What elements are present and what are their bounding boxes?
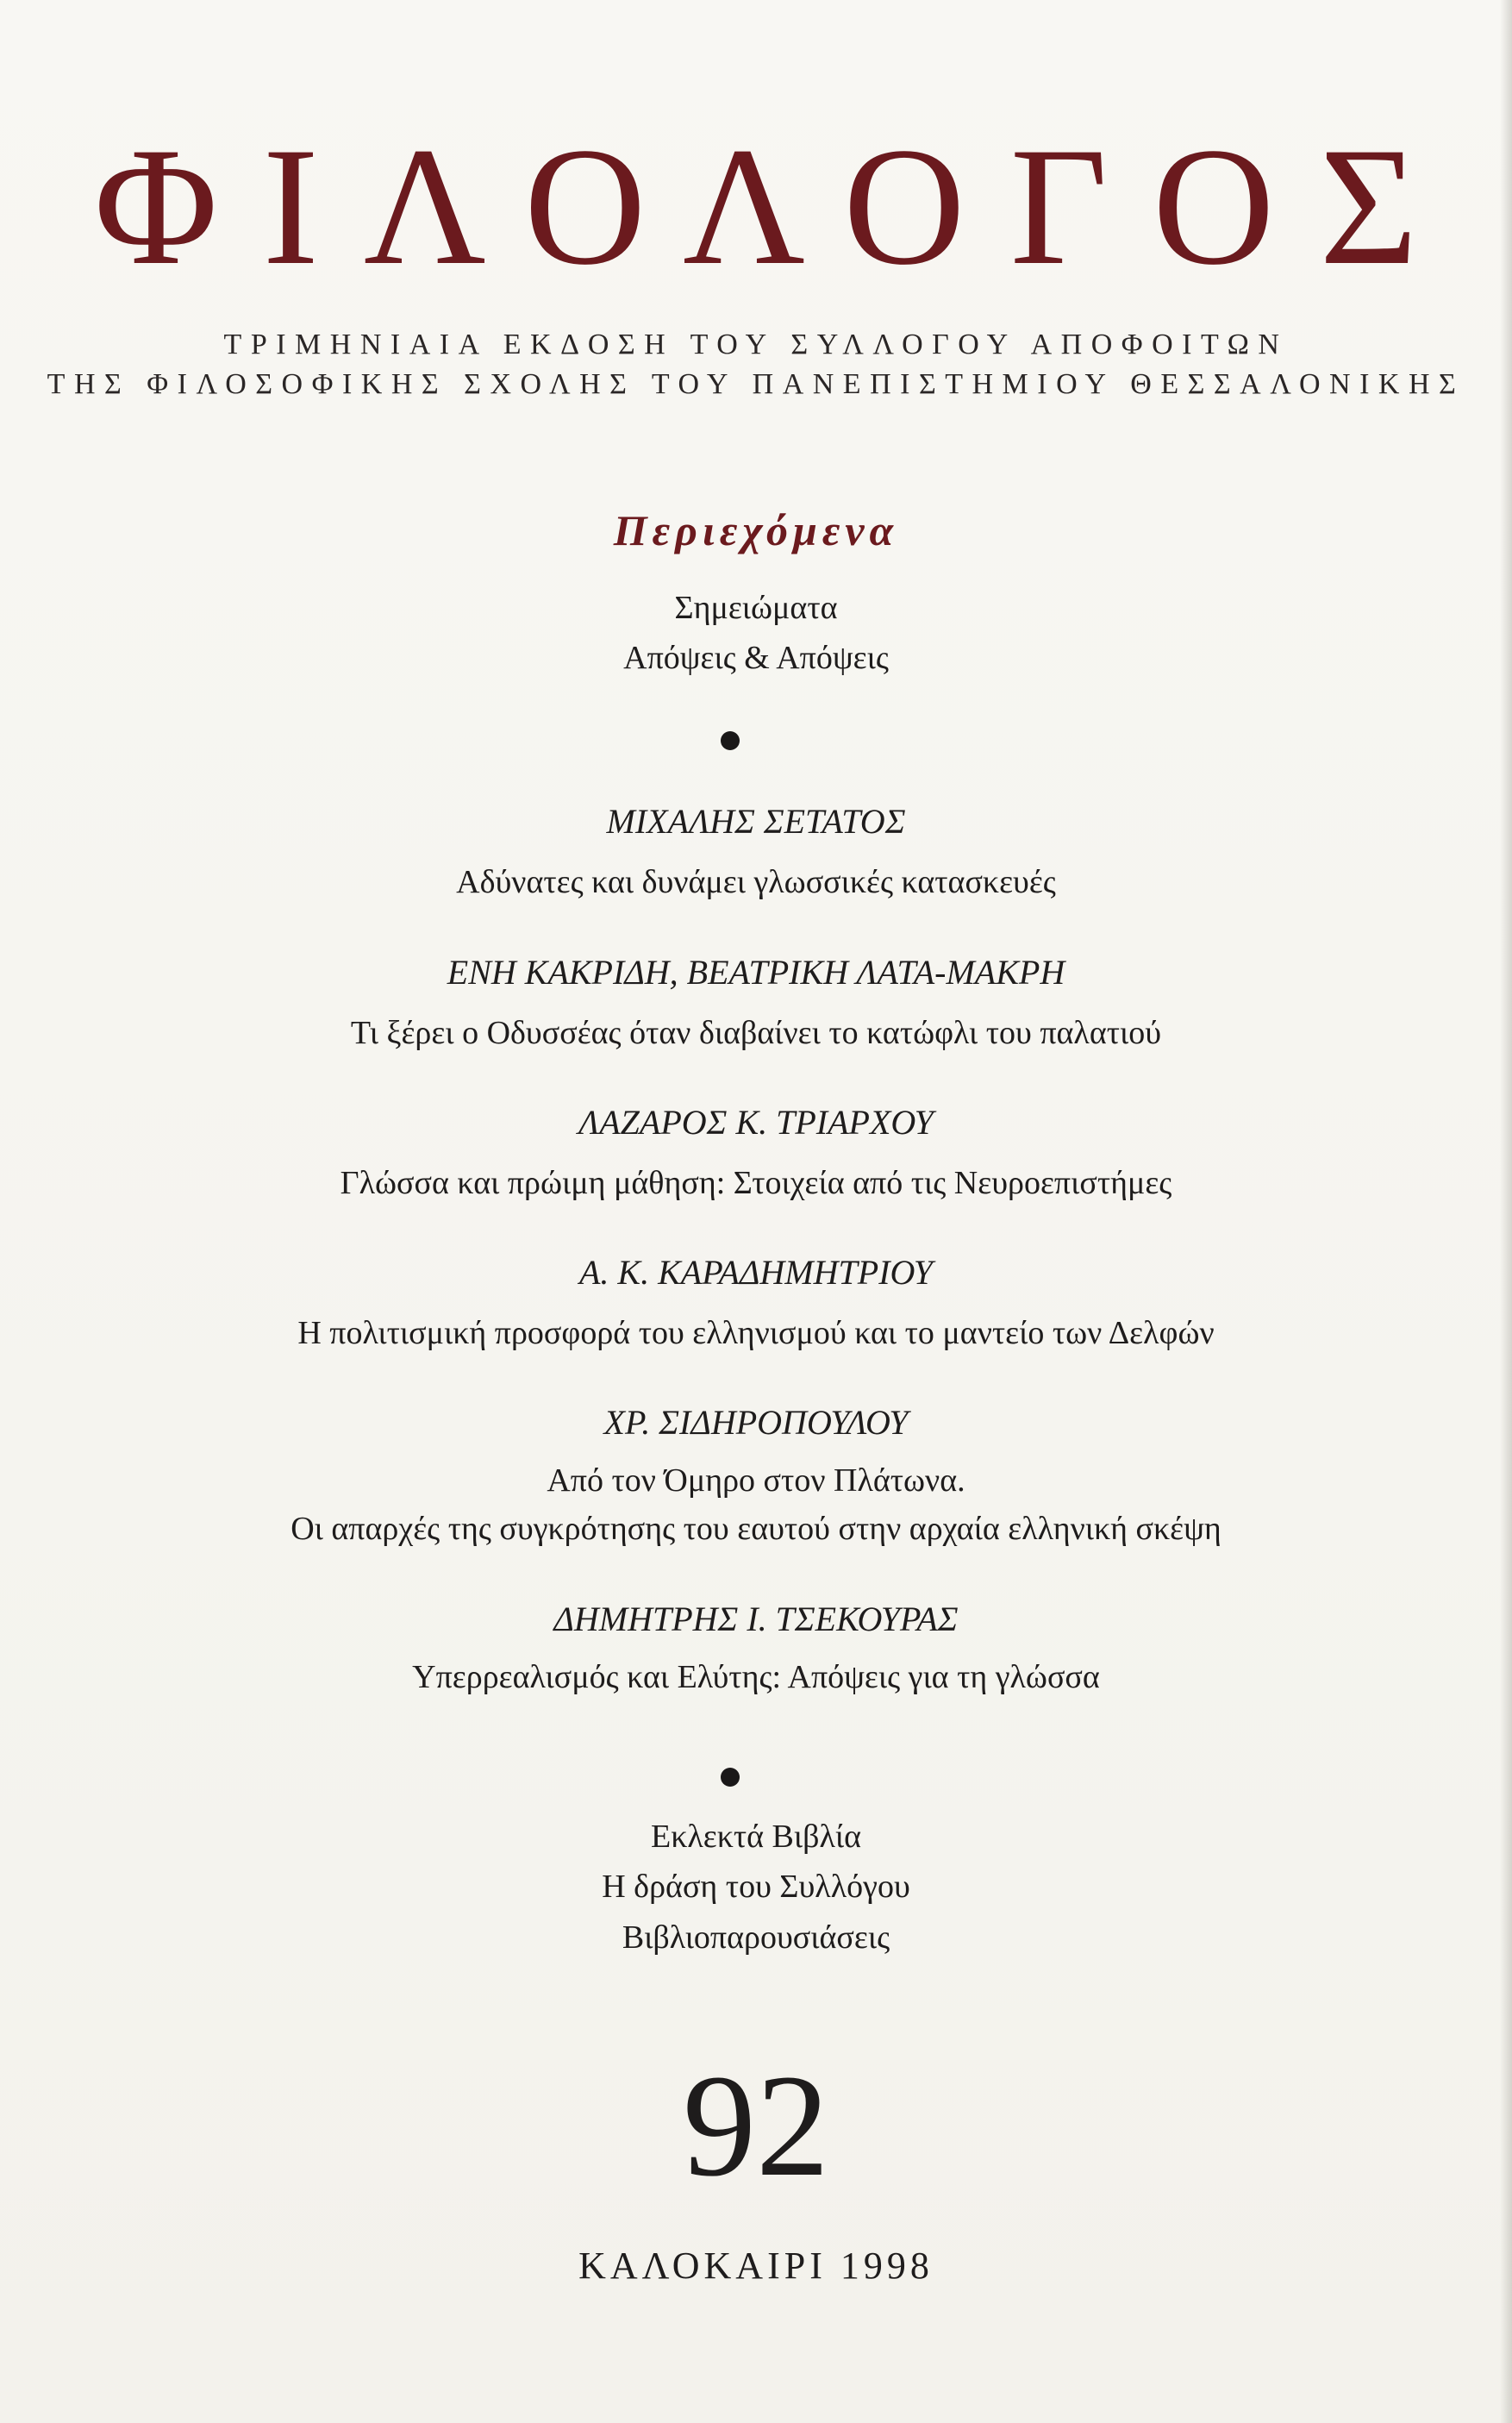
- issue-season: ΚΑΛΟΚΑΙΡΙ 1998: [578, 2245, 934, 2287]
- article-author: ΛΑΖΑΡΟΣ Κ. ΤΡΙΑΡΧΟΥ: [578, 1103, 934, 1142]
- article-author: ΜΙΧΑΛΗΣ ΣΕΤΑΤΟΣ: [606, 802, 906, 841]
- article-title: Αδύνατες και δυνάμει γλωσσικές κατασκευές: [456, 864, 1056, 900]
- section-divider-bullet: [721, 1768, 740, 1787]
- issue-number: 92: [683, 2044, 829, 2207]
- article-author: ΕΝΗ ΚΑΚΡΙΔΗ, ΒΕΑΤΡΙΚΗ ΛΑΤΑ-ΜΑΚΡΗ: [447, 953, 1065, 992]
- toc-section-notes: Σημειώματα: [674, 590, 838, 626]
- article-author: ΔΗΜΗΤΡΗΣ Ι. ΤΣΕΚΟΥΡΑΣ: [553, 1600, 959, 1638]
- toc-section-association-activity: Η δράση του Συλλόγου: [602, 1869, 910, 1905]
- masthead-title: ΦΙΛΟΛΟΓΟΣ: [94, 113, 1463, 300]
- section-divider-bullet: [721, 731, 740, 750]
- toc-section-book-presentations: Βιβλιοπαρουσιάσεις: [622, 1919, 890, 1956]
- masthead-subtitle-line-2: ΤΗΣ ΦΙΛΟΣΟΦΙΚΗΣ ΣΧΟΛΗΣ ΤΟΥ ΠΑΝΕΠΙΣΤΗΜΙΟΥ ΘΕΣΣΑΛΟΝΙΚΗΣ: [47, 368, 1465, 400]
- contents-heading: Περιεχόμενα: [613, 506, 899, 554]
- article-title: Η πολιτισμική προσφορά του ελληνισμού και το μαντείο των Δελφών: [297, 1315, 1215, 1351]
- article-title-line-2: Οι απαρχές της συγκρότησης του εαυτού στην αρχαία ελληνική σκέψη: [291, 1511, 1221, 1547]
- article-title: Τι ξέρει ο Οδυσσέας όταν διαβαίνει το κατώφλι του παλατιού: [350, 1015, 1162, 1051]
- masthead-subtitle-line-1: ΤΡΙΜΗΝΙΑΙΑ ΕΚΔΟΣΗ ΤΟΥ ΣΥΛΛΟΓΟΥ ΑΠΟΦΟΙΤΩΝ: [223, 329, 1289, 360]
- article-title: Υπερρεαλισμός και Ελύτης: Απόψεις για τη γλώσσα: [412, 1659, 1100, 1695]
- page-edge-shadow: [1500, 0, 1512, 2423]
- toc-section-selected-books: Εκλεκτά Βιβλία: [650, 1819, 862, 1855]
- article-title-line-1: Από τον Όμηρο στον Πλάτωνα.: [547, 1462, 965, 1499]
- article-author: ΧΡ. ΣΙΔΗΡΟΠΟΥΛΟΥ: [603, 1403, 909, 1442]
- article-title: Γλώσσα και πρώιμη μάθηση: Στοιχεία από τις Νευροεπιστήμες: [340, 1165, 1172, 1201]
- toc-section-views: Απόψεις & Απόψεις: [623, 640, 889, 676]
- article-author: Α. Κ. ΚΑΡΑΔΗΜΗΤΡΙΟΥ: [578, 1253, 934, 1292]
